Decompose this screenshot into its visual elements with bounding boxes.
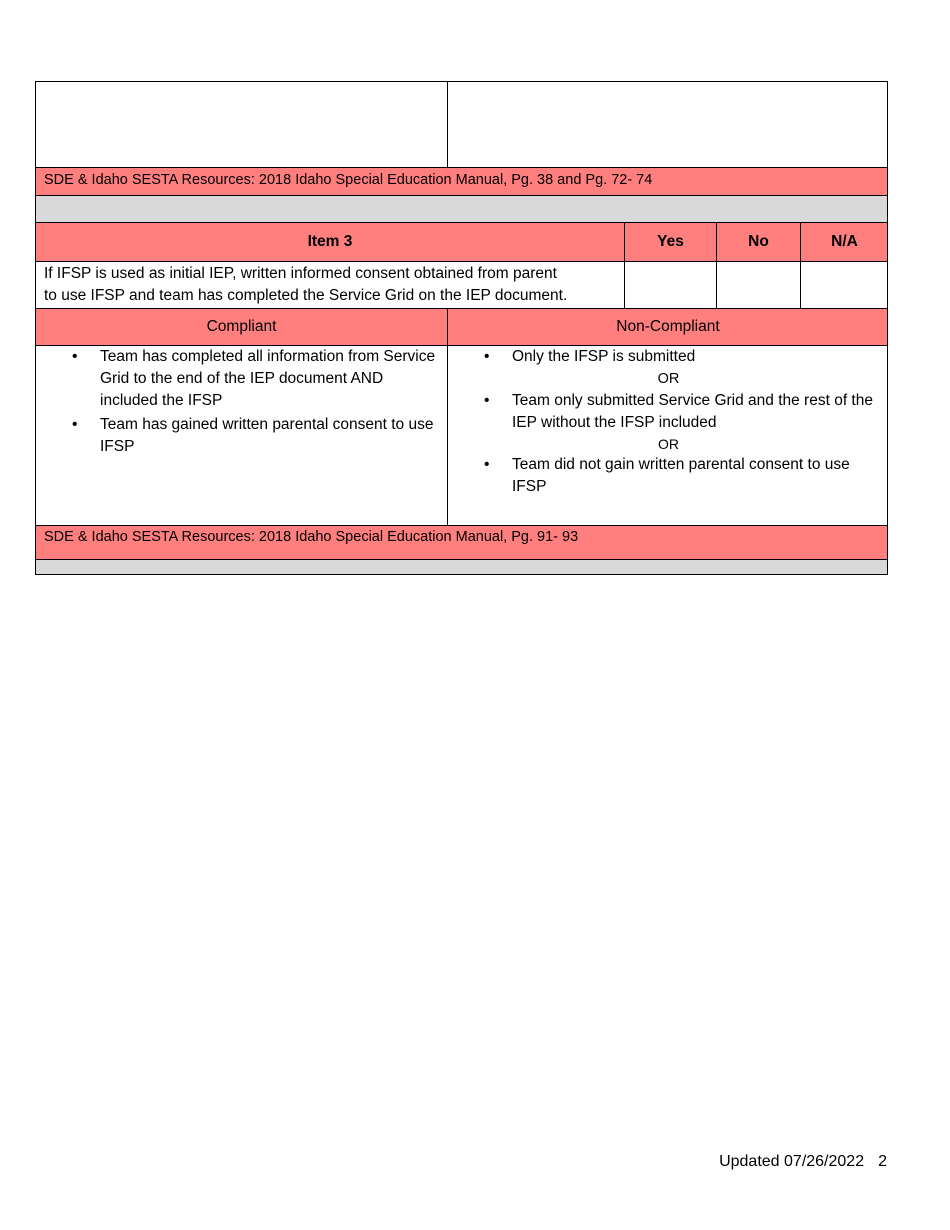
- grey-spacer-row: [36, 196, 887, 222]
- non-compliant-criteria: [456, 346, 881, 500]
- page-number: 2: [878, 1153, 887, 1170]
- compliant-header: Compliant: [206, 318, 277, 335]
- list-item: • Team has completed all information from Service Grid to the end of the IEP document AND included the IFSP: [44, 346, 444, 412]
- item-description: If IFSP is used as initial IEP, written informed consent obtained from parent to use IFSP and team has completed the Service Grid on the IEP document.: [44, 265, 568, 304]
- top-resources-text: SDE & Idaho SESTA Resources: 2018 Idaho Special Education Manual, Pg. 38 and Pg. 72- 74: [44, 172, 653, 188]
- list-item: • Team only submitted Service Grid and the rest of the IEP without the IFSP included: [456, 390, 881, 434]
- top-resources-row: [36, 168, 887, 195]
- list-item: • Team did not gain written parental consent to use IFSP: [456, 454, 881, 498]
- no-checkbox-cell[interactable]: [717, 262, 800, 308]
- top-right-empty-cell: [448, 82, 888, 167]
- list-item: • Team has gained written parental consent to use IFSP: [44, 414, 444, 458]
- non-compliant-header: Non-Compliant: [616, 318, 720, 335]
- compliance-table: [35, 81, 888, 575]
- updated-date: Updated 07/26/2022: [719, 1153, 865, 1170]
- compliant-list: [44, 346, 444, 458]
- top-left-empty-cell: [36, 82, 448, 167]
- bottom-resources-text: SDE & Idaho SESTA Resources: 2018 Idaho Special Education Manual, Pg. 91- 93: [44, 529, 579, 545]
- bottom-grey-spacer-row: [36, 560, 887, 574]
- compliant-criteria: [44, 346, 444, 460]
- non-compliant-list: [456, 346, 881, 368]
- na-column-header: N/A: [831, 233, 858, 250]
- page-footer: [719, 1152, 887, 1172]
- list-item: • Only the IFSP is submitted: [456, 346, 881, 368]
- or-separator: OR: [657, 371, 680, 387]
- bottom-resources-row: [36, 526, 887, 559]
- na-checkbox-cell[interactable]: [801, 262, 888, 308]
- item-title: Item 3: [307, 233, 353, 250]
- or-separator: OR: [658, 436, 679, 452]
- no-column-header: No: [748, 233, 769, 250]
- yes-checkbox-cell[interactable]: [625, 262, 716, 308]
- yes-column-header: Yes: [657, 233, 684, 250]
